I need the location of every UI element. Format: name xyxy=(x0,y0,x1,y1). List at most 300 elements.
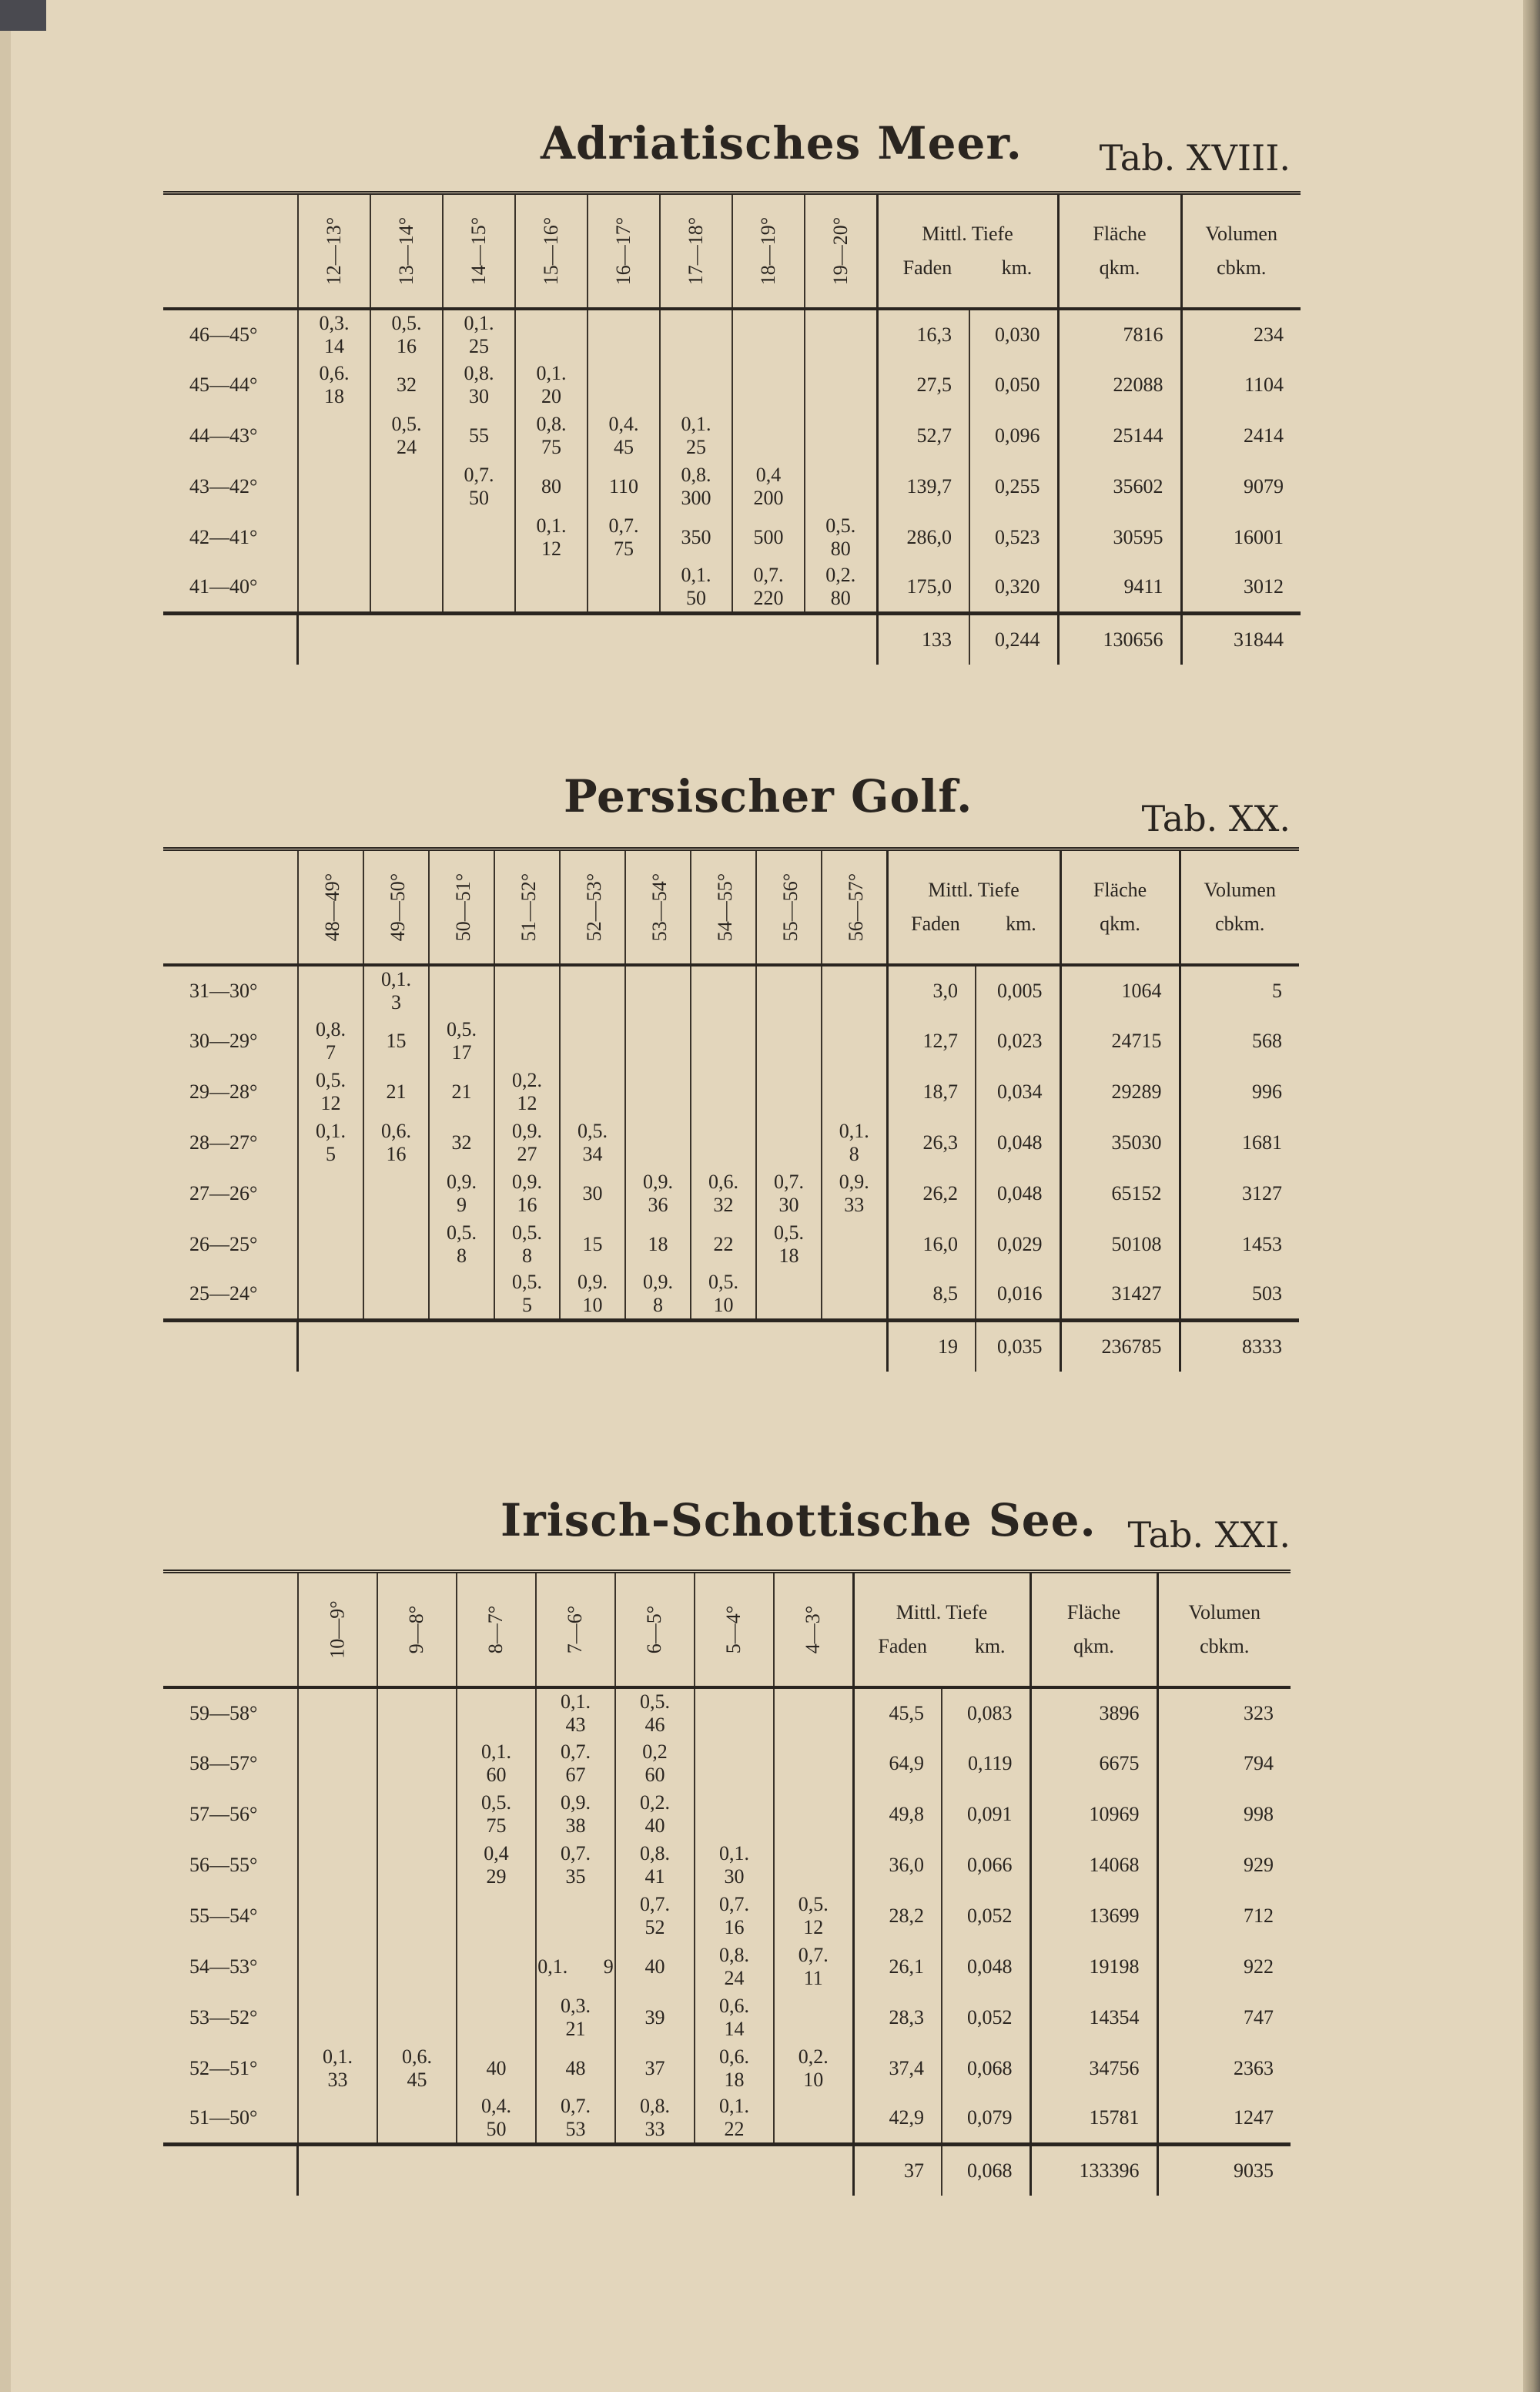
header-longitude xyxy=(660,193,732,309)
header-longitude-label: 12—13° xyxy=(323,216,345,285)
total-row xyxy=(163,614,1301,665)
header-longitude-label: 5—4° xyxy=(722,1605,745,1653)
depth-cell xyxy=(691,1117,756,1168)
total-faden: 133 xyxy=(877,614,969,665)
depth-cell: 0,1. 25 xyxy=(443,309,515,360)
header-longitude-label: 52—53° xyxy=(583,873,606,941)
table-row xyxy=(163,1738,1291,1789)
depth-cell xyxy=(774,2094,853,2145)
volume-value: 3127 xyxy=(1180,1168,1299,1219)
latitude-label: 53—52° xyxy=(189,2005,258,2029)
table-row xyxy=(163,1992,1291,2043)
depth-cell: 0,1. 22 xyxy=(695,2094,774,2145)
depth-cell: 0,5. 18 xyxy=(756,1219,822,1270)
mean-depth-faden: 16,0 xyxy=(887,1219,976,1270)
depth-cell: 0,6. 45 xyxy=(377,2043,457,2094)
area-value: 29289 xyxy=(1060,1067,1180,1117)
area-value: 35602 xyxy=(1058,461,1181,512)
total-km: 0,244 xyxy=(969,614,1058,665)
depth-cell xyxy=(588,360,660,410)
volume-value: 747 xyxy=(1157,1992,1291,2043)
depth-cell: 0,5. 16 xyxy=(370,309,443,360)
table-row xyxy=(163,2043,1291,2094)
mean-depth-faden: 8,5 xyxy=(887,1270,976,1321)
depth-cell: 0,6. 14 xyxy=(695,1992,774,2043)
latitude-label: 55—54° xyxy=(189,1904,258,1927)
depth-cell xyxy=(756,1117,822,1168)
total-faden: 19 xyxy=(887,1321,976,1372)
header-longitude xyxy=(377,1572,457,1687)
latitude-label: 59—58° xyxy=(189,1701,258,1724)
depth-cell xyxy=(695,1789,774,1840)
depth-cell: 0,9. 9 xyxy=(429,1168,494,1219)
depth-cell xyxy=(756,965,822,1016)
depth-cell: 0,9. 38 xyxy=(536,1789,615,1840)
depth-cell: 0,7. 220 xyxy=(732,563,805,614)
header-area-unit: qkm. xyxy=(1100,912,1140,935)
mean-depth-km: 0,255 xyxy=(969,461,1058,512)
depth-cell: 32 xyxy=(429,1117,494,1168)
header-longitude xyxy=(691,849,756,965)
total-km: 0,068 xyxy=(942,2145,1030,2196)
depth-cell: 0,9. 16 xyxy=(494,1168,560,1219)
header-corner xyxy=(163,849,298,965)
table-block-adriatic xyxy=(163,108,1291,678)
area-value: 14068 xyxy=(1030,1840,1157,1891)
depth-cell xyxy=(363,1168,429,1219)
depth-cell xyxy=(625,965,691,1016)
table-row xyxy=(163,360,1301,410)
depth-cell xyxy=(298,563,370,614)
header-longitude xyxy=(443,193,515,309)
header-area xyxy=(1058,193,1181,309)
volume-value: 2363 xyxy=(1157,2043,1291,2094)
mean-depth-faden: 37,4 xyxy=(853,2043,942,2094)
depth-cell xyxy=(822,1219,887,1270)
table-row xyxy=(163,965,1299,1016)
depth-cell xyxy=(756,1016,822,1067)
depth-cell: 0,9. 27 xyxy=(494,1117,560,1168)
header-longitude xyxy=(536,1572,615,1687)
depth-cell xyxy=(774,1992,853,2043)
depth-cell xyxy=(494,1016,560,1067)
depth-cell xyxy=(536,1891,615,1941)
table-row xyxy=(163,1168,1299,1219)
header-longitude xyxy=(494,849,560,965)
depth-cell: 0,1. 25 xyxy=(660,410,732,461)
area-value: 7816 xyxy=(1058,309,1181,360)
depth-cell: 0,8. 41 xyxy=(615,1840,695,1891)
depth-cell xyxy=(457,1992,536,2043)
depth-cell xyxy=(298,1270,363,1321)
depth-cell xyxy=(298,1219,363,1270)
data-table xyxy=(163,1570,1291,2196)
depth-cell xyxy=(732,309,805,360)
header-area-label: Fläche xyxy=(1066,1600,1121,1623)
header-longitude xyxy=(695,1572,774,1687)
latitude-label: 31—30° xyxy=(189,979,258,1002)
total-volume: 31844 xyxy=(1181,614,1301,665)
depth-cell xyxy=(370,563,443,614)
depth-cell xyxy=(774,1789,853,1840)
depth-cell: 0,5. 24 xyxy=(370,410,443,461)
header-faden: Faden xyxy=(911,912,960,935)
mean-depth-km: 0,048 xyxy=(976,1168,1060,1219)
depth-cell xyxy=(429,1270,494,1321)
volume-value: 3012 xyxy=(1181,563,1301,614)
header-longitude-label: 16—17° xyxy=(612,216,634,285)
header-volume xyxy=(1157,1572,1291,1687)
depth-cell: 0,4 29 xyxy=(457,1840,536,1891)
depth-cell xyxy=(805,461,877,512)
table-row xyxy=(163,461,1301,512)
area-value: 24715 xyxy=(1060,1016,1180,1067)
table-row xyxy=(163,1840,1291,1891)
total-faden: 37 xyxy=(853,2145,942,2196)
depth-cell xyxy=(457,1687,536,1738)
depth-cell xyxy=(443,512,515,563)
header-km: km. xyxy=(1001,256,1033,279)
depth-cell xyxy=(660,360,732,410)
depth-cell: 0,7. 11 xyxy=(774,1941,853,1992)
header-longitude-label: 6—5° xyxy=(643,1605,666,1653)
latitude-label: 43—42° xyxy=(189,474,258,497)
header-longitude xyxy=(298,1572,377,1687)
depth-cell xyxy=(298,1840,377,1891)
mean-depth-km: 0,119 xyxy=(942,1738,1030,1789)
area-value: 9411 xyxy=(1058,563,1181,614)
table-title: Adriatisches Meer. xyxy=(541,117,1023,169)
depth-cell: 0,5. 12 xyxy=(298,1067,363,1117)
depth-cell xyxy=(691,965,756,1016)
depth-cell xyxy=(298,1941,377,1992)
depth-cell xyxy=(377,1992,457,2043)
depth-cell: 0,9. 33 xyxy=(822,1168,887,1219)
depth-cell: 0,1. 9 xyxy=(536,1941,615,1992)
depth-cell xyxy=(298,1168,363,1219)
depth-cell: 0,4. 45 xyxy=(588,410,660,461)
volume-value: 503 xyxy=(1180,1270,1299,1321)
volume-value: 323 xyxy=(1157,1687,1291,1738)
header-volume-unit: cbkm. xyxy=(1215,912,1265,935)
depth-cell: 0,5. 5 xyxy=(494,1270,560,1321)
volume-value: 998 xyxy=(1157,1789,1291,1840)
total-left-rule xyxy=(296,1322,299,1372)
depth-cell xyxy=(298,1738,377,1789)
depth-cell: 0,5. 17 xyxy=(429,1016,494,1067)
total-volume: 8333 xyxy=(1180,1321,1299,1372)
depth-cell: 0,3. 14 xyxy=(298,309,370,360)
mean-depth-faden: 42,9 xyxy=(853,2094,942,2145)
depth-cell xyxy=(560,1016,625,1067)
depth-cell xyxy=(377,2094,457,2145)
depth-cell: 0,7. 50 xyxy=(443,461,515,512)
volume-value: 1104 xyxy=(1181,360,1301,410)
header-area-label: Fläche xyxy=(1093,878,1147,901)
depth-cell: 0,6. 18 xyxy=(298,360,370,410)
total-left-rule xyxy=(296,2146,299,2196)
volume-value: 568 xyxy=(1180,1016,1299,1067)
volume-value: 2414 xyxy=(1181,410,1301,461)
header-longitude-label: 56—57° xyxy=(845,873,868,941)
table-row xyxy=(163,1219,1299,1270)
latitude-label: 52—51° xyxy=(189,2056,258,2079)
latitude-label: 27—26° xyxy=(189,1181,258,1204)
header-longitude xyxy=(363,849,429,965)
mean-depth-km: 0,005 xyxy=(976,965,1060,1016)
header-area-label: Fläche xyxy=(1093,222,1147,245)
depth-cell xyxy=(822,1016,887,1067)
depth-cell: 0,3. 21 xyxy=(536,1992,615,2043)
depth-cell: 40 xyxy=(615,1941,695,1992)
depth-cell: 0,1. 50 xyxy=(660,563,732,614)
latitude-label: 51—50° xyxy=(189,2106,258,2129)
table-row xyxy=(163,1687,1291,1738)
depth-cell xyxy=(625,1016,691,1067)
latitude-label: 46—45° xyxy=(189,323,258,346)
area-value: 6675 xyxy=(1030,1738,1157,1789)
area-value: 25144 xyxy=(1058,410,1181,461)
total-area: 236785 xyxy=(1060,1321,1180,1372)
depth-cell xyxy=(298,410,370,461)
table-row xyxy=(163,1016,1299,1067)
depth-cell xyxy=(494,965,560,1016)
depth-cell: 0,2. 80 xyxy=(805,563,877,614)
table-title: Irisch-Schottische See. xyxy=(500,1494,1096,1546)
volume-value: 996 xyxy=(1180,1067,1299,1117)
depth-cell: 0,5. 8 xyxy=(494,1219,560,1270)
mean-depth-km: 0,030 xyxy=(969,309,1058,360)
mean-depth-faden: 27,5 xyxy=(877,360,969,410)
header-longitude-label: 9—8° xyxy=(405,1605,428,1653)
total-area: 130656 xyxy=(1058,614,1181,665)
depth-cell xyxy=(588,309,660,360)
depth-cell: 0,7. 53 xyxy=(536,2094,615,2145)
data-table xyxy=(163,191,1301,665)
table-row xyxy=(163,2094,1291,2145)
header-area-unit: qkm. xyxy=(1073,1634,1114,1657)
depth-cell: 0,6. 32 xyxy=(691,1168,756,1219)
header-longitude xyxy=(732,193,805,309)
header-row xyxy=(163,193,1301,309)
depth-cell: 0,1. 8 xyxy=(822,1117,887,1168)
header-area xyxy=(1060,849,1180,965)
depth-cell: 0,1. 60 xyxy=(457,1738,536,1789)
volume-value: 922 xyxy=(1157,1941,1291,1992)
total-row xyxy=(163,2145,1291,2196)
depth-cell xyxy=(691,1016,756,1067)
depth-cell xyxy=(298,1891,377,1941)
latitude-label: 28—27° xyxy=(189,1131,258,1154)
depth-cell xyxy=(370,461,443,512)
table-row xyxy=(163,1891,1291,1941)
depth-cell xyxy=(377,1789,457,1840)
mean-depth-km: 0,079 xyxy=(942,2094,1030,2145)
table-row xyxy=(163,1067,1299,1117)
table-row xyxy=(163,1789,1291,1840)
total-row xyxy=(163,1321,1299,1372)
volume-value: 5 xyxy=(1180,965,1299,1016)
depth-cell: 0,7. 16 xyxy=(695,1891,774,1941)
depth-cell: 21 xyxy=(429,1067,494,1117)
depth-cell: 39 xyxy=(615,1992,695,2043)
depth-cell: 0,5. 8 xyxy=(429,1219,494,1270)
mean-depth-faden: 286,0 xyxy=(877,512,969,563)
mean-depth-faden: 52,7 xyxy=(877,410,969,461)
depth-cell: 0,5. 80 xyxy=(805,512,877,563)
header-longitude-label: 17—18° xyxy=(685,216,707,285)
book-spine xyxy=(0,0,11,2392)
depth-cell xyxy=(695,1738,774,1789)
mean-depth-faden: 12,7 xyxy=(887,1016,976,1067)
mean-depth-faden: 45,5 xyxy=(853,1687,942,1738)
total-area: 133396 xyxy=(1030,2145,1157,2196)
depth-cell: 0,1. 33 xyxy=(298,2043,377,2094)
header-volume-unit: cbkm. xyxy=(1217,256,1267,279)
area-value: 15781 xyxy=(1030,2094,1157,2145)
depth-cell: 0,6. 18 xyxy=(695,2043,774,2094)
depth-cell xyxy=(370,512,443,563)
mean-depth-km: 0,066 xyxy=(942,1840,1030,1891)
mean-depth-km: 0,050 xyxy=(969,360,1058,410)
depth-cell: 0,1. 30 xyxy=(695,1840,774,1891)
header-longitude xyxy=(625,849,691,965)
depth-cell: 0,2. 40 xyxy=(615,1789,695,1840)
depth-cell: 0,7. 67 xyxy=(536,1738,615,1789)
volume-value: 712 xyxy=(1157,1891,1291,1941)
mean-depth-faden: 18,7 xyxy=(887,1067,976,1117)
header-longitude-label: 4—3° xyxy=(802,1605,825,1653)
depth-cell: 18 xyxy=(625,1219,691,1270)
depth-cell xyxy=(774,1687,853,1738)
depth-cell: 15 xyxy=(560,1219,625,1270)
total-km: 0,035 xyxy=(976,1321,1060,1372)
header-volume-label: Volumen xyxy=(1188,1600,1260,1623)
page-edge xyxy=(1523,0,1540,2392)
depth-cell: 0,9. 8 xyxy=(625,1270,691,1321)
mean-depth-km: 0,048 xyxy=(976,1117,1060,1168)
header-longitude-label: 51—52° xyxy=(517,873,541,941)
header-longitude-label: 55—56° xyxy=(779,873,802,941)
volume-value: 1681 xyxy=(1180,1117,1299,1168)
depth-cell xyxy=(457,1941,536,1992)
header-volume xyxy=(1180,849,1299,965)
depth-cell xyxy=(805,410,877,461)
latitude-label: 41—40° xyxy=(189,575,258,598)
depth-cell: 0,7. 30 xyxy=(756,1168,822,1219)
depth-cell: 0,8. 7 xyxy=(298,1016,363,1067)
table-number: Tab. XXI. xyxy=(1127,1514,1291,1556)
depth-cell: 350 xyxy=(660,512,732,563)
depth-cell xyxy=(756,1067,822,1117)
depth-cell: 0,5. 12 xyxy=(774,1891,853,1941)
depth-cell xyxy=(298,1992,377,2043)
header-longitude-label: 8—7° xyxy=(484,1605,507,1653)
volume-value: 234 xyxy=(1181,309,1301,360)
header-faden: Faden xyxy=(902,256,952,279)
latitude-label: 25—24° xyxy=(189,1282,258,1305)
mean-depth-km: 0,096 xyxy=(969,410,1058,461)
depth-cell xyxy=(588,563,660,614)
header-km: km. xyxy=(1006,912,1036,935)
volume-value: 929 xyxy=(1157,1840,1291,1891)
header-mean-depth xyxy=(853,1572,1030,1687)
header-longitude xyxy=(370,193,443,309)
depth-cell: 0,2. 10 xyxy=(774,2043,853,2094)
header-mean-depth xyxy=(877,193,1058,309)
area-value: 10969 xyxy=(1030,1789,1157,1840)
table-number: Tab. XVIII. xyxy=(1099,137,1291,179)
mean-depth-faden: 175,0 xyxy=(877,563,969,614)
mean-depth-km: 0,523 xyxy=(969,512,1058,563)
depth-cell: 0,1. 20 xyxy=(515,360,588,410)
total-left-rule xyxy=(296,615,299,665)
header-longitude-label: 13—14° xyxy=(395,216,417,285)
header-volume-label: Volumen xyxy=(1204,878,1276,901)
header-km: km. xyxy=(974,1634,1006,1657)
depth-cell xyxy=(363,1270,429,1321)
header-area xyxy=(1030,1572,1157,1687)
depth-cell xyxy=(660,309,732,360)
header-mean-depth-label: Mittl. Tiefe xyxy=(896,1600,988,1623)
mean-depth-faden: 36,0 xyxy=(853,1840,942,1891)
mean-depth-faden: 16,3 xyxy=(877,309,969,360)
table-row xyxy=(163,1270,1299,1321)
latitude-label: 56—55° xyxy=(189,1853,258,1876)
header-longitude-label: 49—50° xyxy=(387,873,410,941)
header-longitude xyxy=(774,1572,853,1687)
depth-cell: 0,4 200 xyxy=(732,461,805,512)
depth-cell xyxy=(515,309,588,360)
depth-cell xyxy=(774,1840,853,1891)
header-longitude xyxy=(756,849,822,965)
depth-cell: 0,5. 10 xyxy=(691,1270,756,1321)
depth-cell xyxy=(298,512,370,563)
table-title: Persischer Golf. xyxy=(564,770,973,822)
depth-cell: 0,8. 300 xyxy=(660,461,732,512)
header-area-unit: qkm. xyxy=(1099,256,1140,279)
depth-cell: 0,8. 24 xyxy=(695,1941,774,1992)
depth-cell xyxy=(377,1687,457,1738)
latitude-label: 30—29° xyxy=(189,1029,258,1052)
mean-depth-km: 0,034 xyxy=(976,1067,1060,1117)
mean-depth-km: 0,052 xyxy=(942,1992,1030,2043)
volume-value: 1247 xyxy=(1157,2094,1291,2145)
header-longitude-label: 50—51° xyxy=(452,873,475,941)
latitude-label: 26—25° xyxy=(189,1232,258,1255)
area-value: 35030 xyxy=(1060,1117,1180,1168)
header-mean-depth-label: Mittl. Tiefe xyxy=(922,222,1013,245)
header-volume-label: Volumen xyxy=(1205,222,1277,245)
header-longitude-label: 10—9° xyxy=(326,1600,349,1659)
latitude-label: 45—44° xyxy=(189,373,258,396)
mean-depth-faden: 28,3 xyxy=(853,1992,942,2043)
depth-cell: 0,7. 35 xyxy=(536,1840,615,1891)
mean-depth-km: 0,016 xyxy=(976,1270,1060,1321)
table-block-irish-scottish xyxy=(163,1494,1291,2264)
depth-cell xyxy=(822,1270,887,1321)
mean-depth-km: 0,029 xyxy=(976,1219,1060,1270)
depth-cell: 0,8. 30 xyxy=(443,360,515,410)
header-longitude xyxy=(560,849,625,965)
mean-depth-km: 0,320 xyxy=(969,563,1058,614)
depth-cell: 0,9. 36 xyxy=(625,1168,691,1219)
area-value: 14354 xyxy=(1030,1992,1157,2043)
mean-depth-faden: 139,7 xyxy=(877,461,969,512)
table-row xyxy=(163,1941,1291,1992)
table-row xyxy=(163,309,1301,360)
table-row xyxy=(163,563,1301,614)
